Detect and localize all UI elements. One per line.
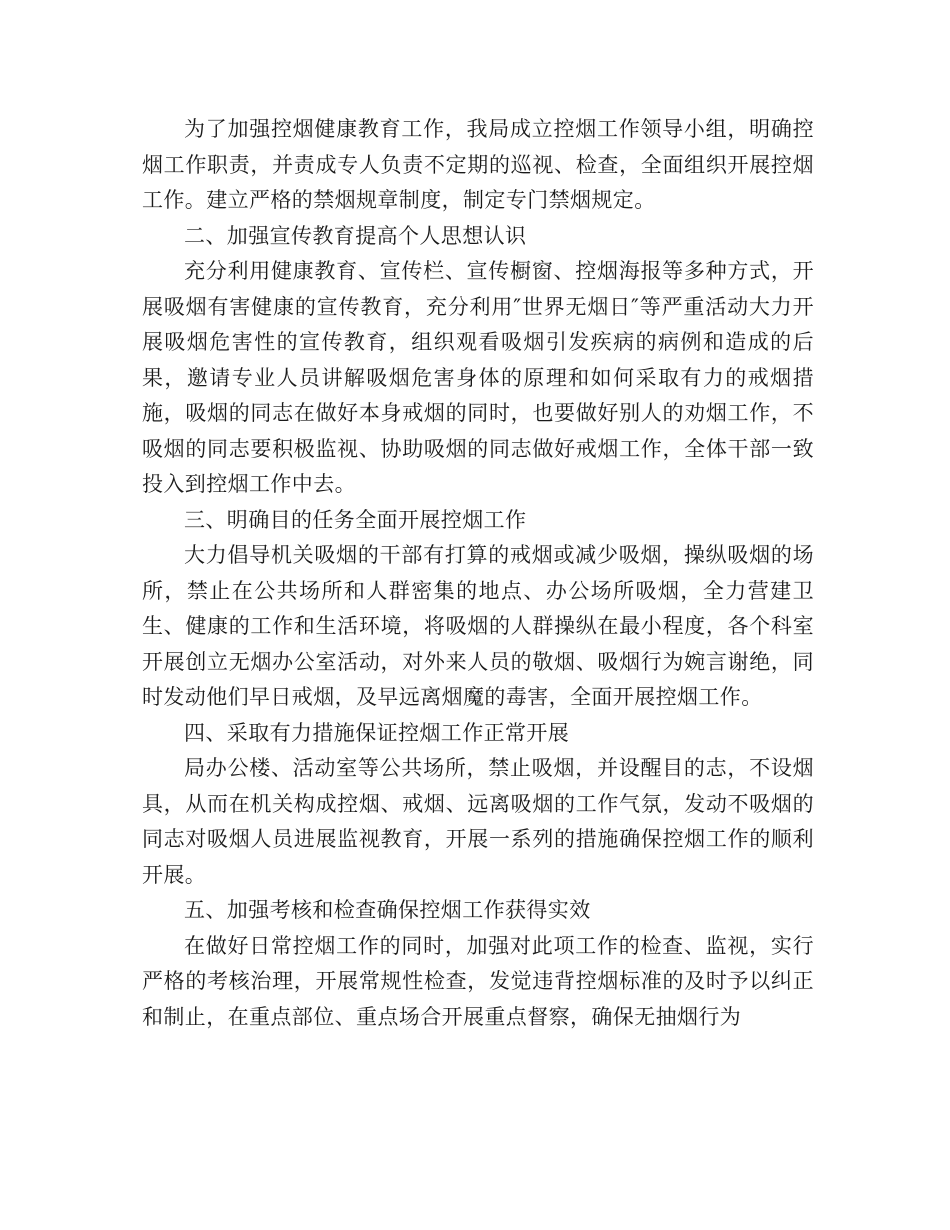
document-body bbox=[142, 112, 814, 1035]
section-heading-5: 五、加强考核和检查确保控烟工作获得实效 bbox=[184, 898, 591, 922]
section-heading-3: 三、明确目的任务全面开展控烟工作 bbox=[184, 507, 527, 532]
paragraph-section-4: 局办公楼、活动室等公共场所，禁止吸烟，并设醒目的志，不设烟具，从而在机关构成控烟、戒烟、远离吸烟的工作气氛，发动不吸烟的同志对吸烟人员进展监视教育，开展一系列的措施确保控烟工作的顺利开展。 bbox=[142, 756, 814, 887]
paragraph-intro: 为了加强控烟健康教育工作，我局成立控烟工作领导小组，明确控烟工作职责，并责成专人负责不定期的巡视、检查，全面组织开展控烟工作。建立严格的禁烟规章制度，制定专门禁烟规定。 bbox=[142, 117, 814, 212]
paragraph-section-5: 在做好日常控烟工作的同时，加强对此项工作的检查、监视，实行严格的考核治理，开展常规性检查，发觉违背控烟标准的及时予以纠正和制止，在重点部位、重点场合开展重点督察，确保无抽烟行为 bbox=[142, 933, 814, 1029]
section-heading-4: 四、采取有力措施保证控烟工作正常开展 bbox=[184, 720, 570, 745]
section-heading-2: 二、加强宣传教育提高个人思想认识 bbox=[184, 223, 527, 248]
paragraph-section-2: 充分利用健康教育、宣传栏、宣传橱窗、控烟海报等多种方式，开展吸烟有害健康的宣传教育，充分利用″世界无烟日″等严重活动大力开展吸烟危害性的宣传教育，组织观看吸烟引发疾病的病例和造成的后果，邀请专业人员讲解吸烟危害身体的原理和如何采取有力的戒烟措施，吸烟的同志在做好本身戒烟的同时，也要做好别人的劝烟工作，不吸烟的同志要积极监视、协助吸烟的同志做好戒烟工作，全体干部一致投入到控烟工作中去。 bbox=[142, 259, 814, 496]
paragraph-section-3: 大力倡导机关吸烟的干部有打算的戒烟或减少吸烟，操纵吸烟的场所，禁止在公共场所和人群密集的地点、办公场所吸烟，全力营建卫生、健康的工作和生活环境，将吸烟的人群操纵在最小程度，各个科室开展创立无烟办公室活动，对外来人员的敬烟、吸烟行为婉言谢绝，同时发动他们早日戒烟，及早远离烟魔的毒害，全面开展控烟工作。 bbox=[142, 543, 814, 709]
